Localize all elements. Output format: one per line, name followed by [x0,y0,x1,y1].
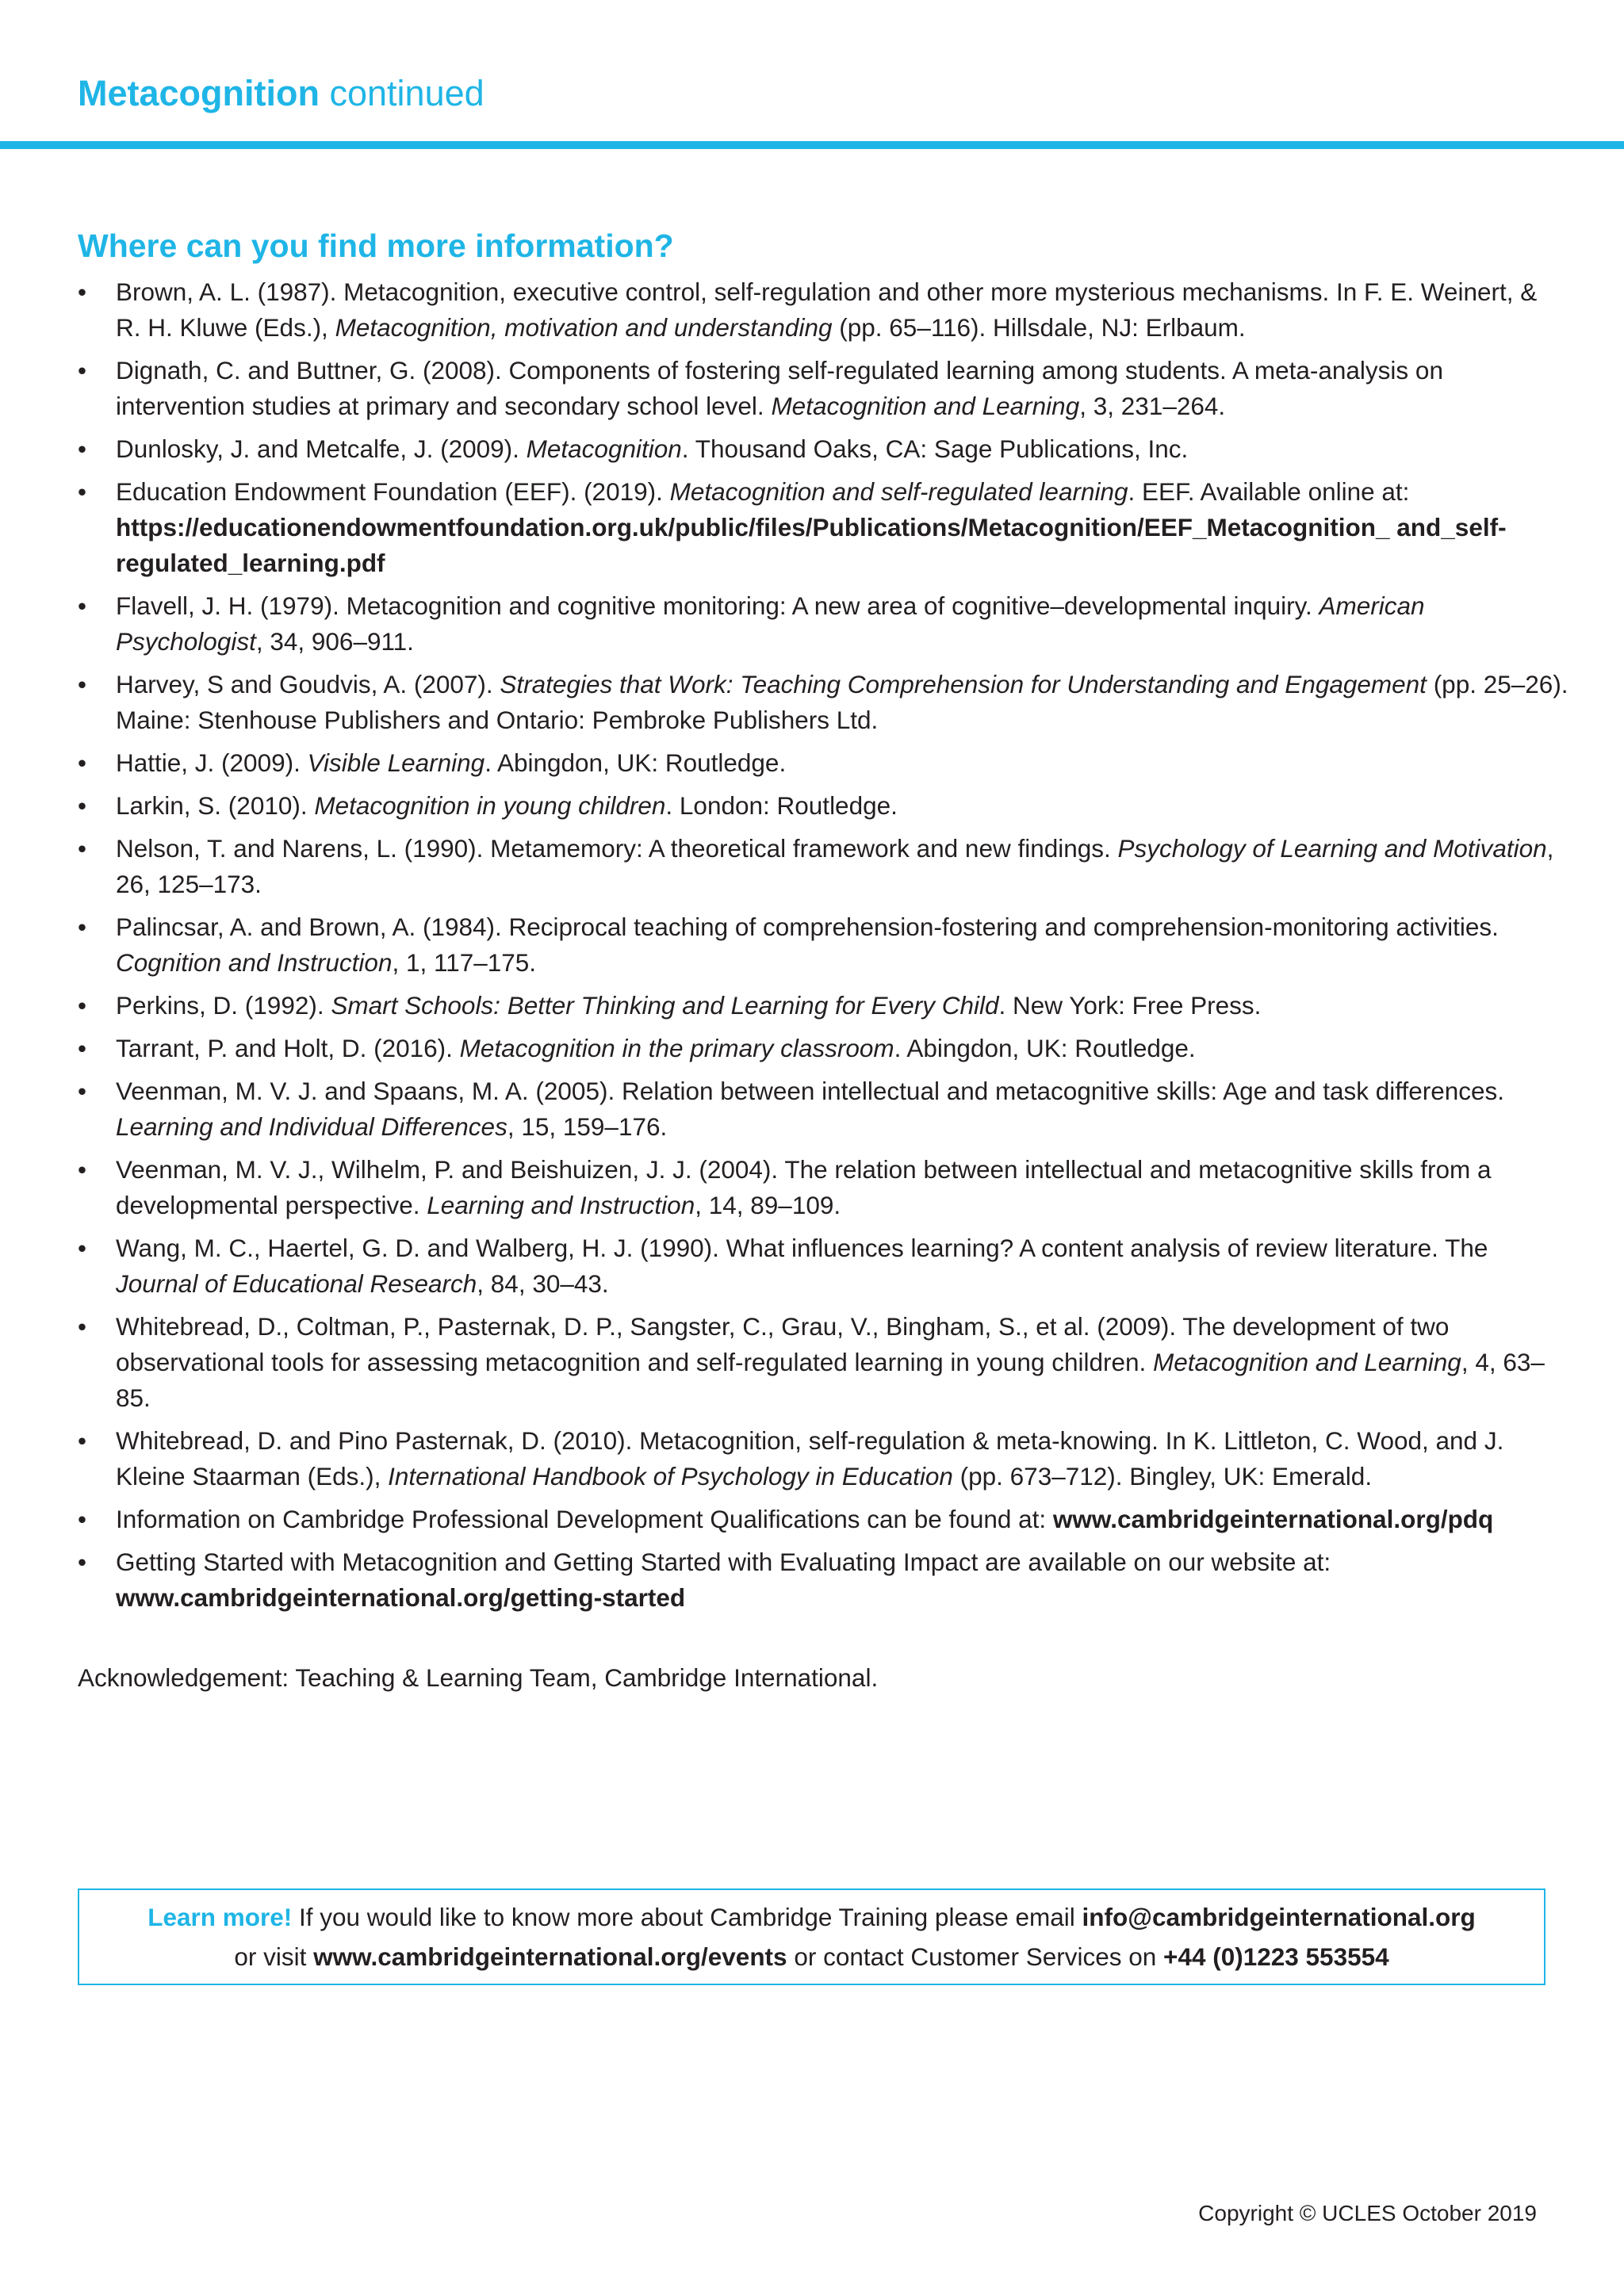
reference-text: Palincsar, A. and Brown, A. (1984). Reciprocal teaching of comprehension-fostering and comprehension-monitoring activities. [116,913,1499,941]
reference-text: Hattie, J. (2009). [116,748,308,777]
reference-link[interactable]: https://educationendowmentfoundation.org.uk/public/files/Publications/Metacognition/EEF_Metacognition_ and_self-regulated_learning.pdf [116,513,1507,577]
header-title-continued: continued [319,73,485,113]
reference-details: , 3, 231–264. [1079,392,1226,420]
learn-more-text-contact: or contact Customer Services on [787,1942,1164,1971]
reference-title: Learning and Individual Differences [116,1112,508,1141]
reference-title: Psychology of Learning and Motivation [1117,834,1547,863]
reference-text: Getting Started with Metacognition and Getting Started with Evaluating Impact are available on our website at: [116,1548,1331,1576]
reference-details: , 14, 89–109. [695,1191,841,1219]
reference-item [78,588,1568,660]
reference-text: Veenman, M. V. J. and Spaans, M. A. (2005). Relation between intellectual and metacognitive skills: Age and task differences. [116,1077,1505,1105]
reference-details: . Abingdon, UK: Routledge. [894,1034,1196,1062]
reference-text: Veenman, M. V. J., Wilhelm, P. and Beishuizen, J. J. (2004). The relation between intellectual and metacognitive skills from a developmental perspective. [116,1155,1492,1219]
reference-details: , 1, 117–175. [392,948,537,977]
reference-title: Cognition and Instruction [116,948,393,977]
reference-title: Metacognition in young children [314,791,666,820]
page-header [78,70,485,117]
reference-item [78,474,1568,581]
reference-item [78,909,1568,981]
reference-title: Metacognition and Learning [1153,1348,1461,1376]
learn-more-text-visit: or visit [234,1942,314,1971]
reference-item [78,353,1568,424]
reference-details: , 26, 125–173. [116,834,1554,898]
reference-title: Smart Schools: Better Thinking and Learning for Every Child [331,991,999,1020]
reference-text: Dignath, C. and Buttner, G. (2008). Components of fostering self-regulated learning among students. A meta-analysis on intervention studies at primary and secondary school level. [116,356,1443,420]
reference-item [78,431,1568,467]
reference-details: , 34, 906–911. [255,627,414,656]
reference-item [78,1073,1568,1145]
reference-text: Wang, M. C., Haertel, G. D. and Walberg, H. J. (1990). What influences learning? A content analysis of review literature. The [116,1234,1488,1262]
learn-more-text: If you would like to know more about Cambridge Training please email [292,1903,1082,1931]
reference-text: Brown, A. L. (1987). Metacognition, executive control, self-regulation and other more mysterious mechanisms. In F. E. Weinert, & R. H. Kluwe (Eds.), [116,277,1538,342]
reference-details: . London: Routledge. [665,791,898,820]
reference-link[interactable]: www.cambridgeinternational.org/getting-started [116,1583,686,1612]
acknowledgement: Acknowledgement: Teaching & Learning Team, Cambridge International. [78,1663,879,1692]
reference-item [78,1309,1568,1416]
reference-text: Whitebread, D. and Pino Pasternak, D. (2010). Metacognition, self-regulation & meta-knowing. In K. Littleton, C. Wood, and J. Kleine Staarman (Eds.), [116,1426,1504,1490]
email-link[interactable]: info@cambridgeinternational.org [1082,1903,1476,1931]
reference-text: Whitebread, D., Coltman, P., Pasternak, D. P., Sangster, C., Grau, V., Bingham, S., et al. (2009). The development of two observational tools for assessing metacognition and self-regulated learning in young children. [116,1312,1450,1376]
reference-details: , 15, 159–176. [507,1112,668,1141]
reference-details: (pp. 673–712). Bingley, UK: Emerald. [952,1462,1373,1490]
reference-details: . Thousand Oaks, CA: Sage Publications, Inc. [681,434,1189,463]
copyright: Copyright © UCLES October 2019 [1198,2201,1537,2225]
reference-details: . EEF. Available online at: [1128,477,1410,506]
reference-item [78,988,1568,1024]
reference-title: Journal of Educational Research [116,1269,477,1298]
reference-title: Learning and Instruction [427,1191,695,1219]
reference-item [78,274,1568,346]
reference-details: (pp. 65–116). Hillsdale, NJ: Erlbaum. [832,313,1246,342]
reference-item [78,745,1568,781]
learn-more-lead: Learn more! [147,1903,293,1931]
reference-text: Perkins, D. (1992). [116,991,331,1020]
reference-item [78,1502,1568,1537]
reference-title: Strategies that Work: Teaching Comprehension for Understanding and Engagement [500,670,1427,698]
reference-item [78,1152,1568,1223]
reference-text: Nelson, T. and Narens, L. (1990). Metamemory: A theoretical framework and new findings. [116,834,1118,863]
reference-title: Visible Learning [307,748,485,777]
reference-title: Metacognition [526,434,682,463]
reference-details: , 4, 63–85. [116,1348,1545,1412]
reference-text: Dunlosky, J. and Metcalfe, J. (2009). [116,434,527,463]
reference-title: Metacognition and Learning [771,392,1080,420]
reference-details: , 84, 30–43. [477,1269,609,1298]
reference-link[interactable]: www.cambridgeinternational.org/pdq [1052,1505,1494,1533]
reference-details: . Abingdon, UK: Routledge. [485,748,787,777]
reference-details: (pp. 25–26). Maine: Stenhouse Publishers and Ontario: Pembroke Publishers Ltd. [116,670,1568,734]
reference-text: Larkin, S. (2010). [116,791,315,820]
reference-text: Flavell, J. H. (1979). Metacognition and cognitive monitoring: A new area of cognitive–developmental inquiry. [116,591,1320,620]
reference-item [78,1230,1568,1302]
phone-number: +44 (0)1223 553554 [1163,1942,1389,1971]
events-link[interactable]: www.cambridgeinternational.org/events [313,1942,787,1971]
reference-item [78,1544,1568,1616]
reference-item [78,667,1568,738]
header-title-bold: Metacognition [78,73,320,113]
reference-text: Harvey, S and Goudvis, A. (2007). [116,670,500,698]
reference-list [78,274,1568,1623]
learn-more-box [78,1888,1545,1985]
reference-text: Information on Cambridge Professional Development Qualifications can be found at: [116,1505,1053,1533]
reference-title: International Handbook of Psychology in Education [388,1462,953,1490]
reference-title: Metacognition and self-regulated learning [669,477,1128,506]
reference-item [78,831,1568,902]
reference-text: Tarrant, P. and Holt, D. (2016). [116,1034,460,1062]
reference-details: . New York: Free Press. [998,991,1262,1020]
reference-item [78,788,1568,824]
section-title: Where can you find more information? [78,228,674,264]
header-divider [0,141,1624,149]
reference-item [78,1423,1568,1494]
reference-text: Education Endowment Foundation (EEF). (2019). [116,477,670,506]
reference-title: Metacognition in the primary classroom [459,1034,894,1062]
reference-title: Metacognition, motivation and understanding [335,313,833,342]
reference-title: American Psychologist [116,591,1425,656]
reference-item [78,1031,1568,1066]
